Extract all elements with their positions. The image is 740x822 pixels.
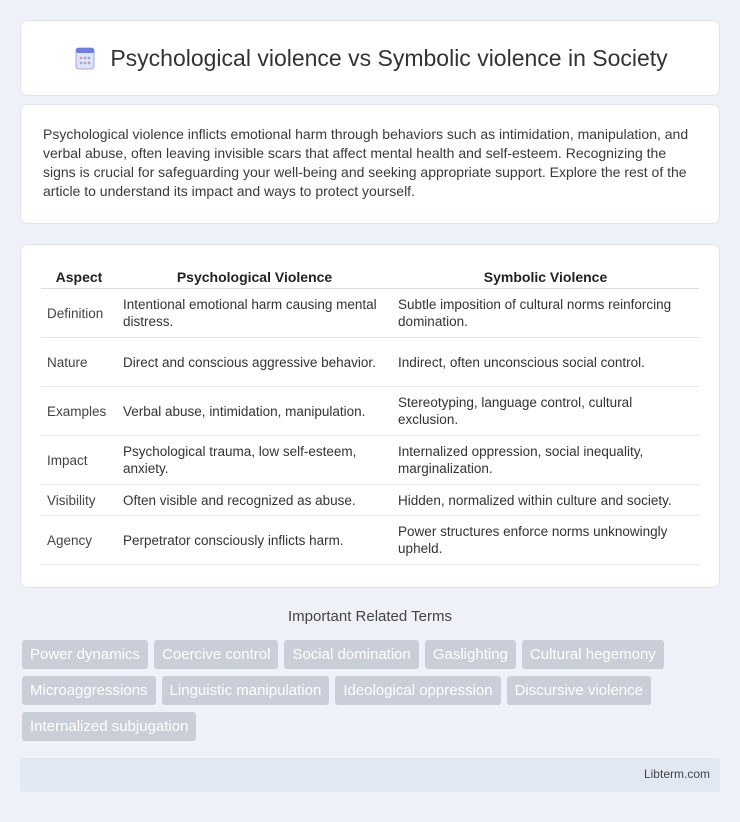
- comparison-table-card: [20, 244, 720, 588]
- intro-card: [20, 104, 720, 224]
- column-header-symbolic: Symbolic Violence: [392, 265, 699, 289]
- related-term-tag[interactable]: Cultural hegemony: [522, 640, 664, 669]
- title-card: [20, 20, 720, 96]
- table-row: [41, 516, 699, 565]
- symbolic-cell: Subtle imposition of cultural norms reinforcing domination.: [392, 289, 699, 338]
- related-term-tag[interactable]: Social domination: [284, 640, 418, 669]
- related-term-tag[interactable]: Gaslighting: [425, 640, 516, 669]
- psychological-cell: Verbal abuse, intimidation, manipulation.: [117, 387, 392, 436]
- symbolic-cell: Internalized oppression, social inequality, marginalization.: [392, 436, 699, 485]
- column-header-aspect: Aspect: [41, 265, 117, 289]
- comparison-table: [41, 265, 699, 565]
- psychological-cell: Perpetrator consciously inflicts harm.: [117, 516, 392, 565]
- table-row: [41, 289, 699, 338]
- symbolic-cell: Hidden, normalized within culture and society.: [392, 485, 699, 516]
- document-icon: [72, 45, 98, 71]
- symbolic-cell: Stereotyping, language control, cultural exclusion.: [392, 387, 699, 436]
- psychological-cell: Psychological trauma, low self-esteem, anxiety.: [117, 436, 392, 485]
- symbolic-cell: Indirect, often unconscious social control.: [392, 338, 699, 387]
- aspect-cell: Visibility: [41, 485, 117, 516]
- related-terms-title: Important Related Terms: [288, 608, 452, 625]
- related-term-tag[interactable]: Microaggressions: [22, 676, 156, 705]
- column-header-psychological: Psychological Violence: [117, 265, 392, 289]
- related-term-tag[interactable]: Linguistic manipulation: [162, 676, 330, 705]
- table-row: [41, 436, 699, 485]
- table-row: [41, 485, 699, 516]
- table-row: [41, 338, 699, 387]
- aspect-cell: Agency: [41, 516, 117, 565]
- footer-site-link[interactable]: Libterm.com: [643, 767, 710, 781]
- related-term-tag[interactable]: Power dynamics: [22, 640, 148, 669]
- psychological-cell: Often visible and recognized as abuse.: [117, 485, 392, 516]
- related-term-tag[interactable]: Internalized subjugation: [22, 712, 196, 741]
- related-term-tag[interactable]: Ideological oppression: [335, 676, 500, 705]
- related-term-tag[interactable]: Discursive violence: [507, 676, 651, 705]
- intro-paragraph: Psychological violence inflicts emotional harm through behaviors such as intimidation, manipulation, and verbal abuse, often leaving invisible scars that affect mental health and self-esteem. Recognizing the signs is crucial for safeguarding your well-being and seeking appropriate support. Explore the rest of the article to understand its impact and ways to protect yourself.: [43, 126, 689, 199]
- symbolic-cell: Power structures enforce norms unknowingly upheld.: [392, 516, 699, 565]
- aspect-cell: Nature: [41, 338, 117, 387]
- related-term-tag[interactable]: Coercive control: [154, 640, 278, 669]
- related-terms-list: [22, 640, 722, 741]
- table-header-row: [41, 265, 699, 289]
- footer: [20, 758, 720, 792]
- aspect-cell: Definition: [41, 289, 117, 338]
- aspect-cell: Examples: [41, 387, 117, 436]
- page-title: Psychological violence vs Symbolic violence in Society: [110, 44, 668, 71]
- aspect-cell: Impact: [41, 436, 117, 485]
- psychological-cell: Intentional emotional harm causing mental distress.: [117, 289, 392, 338]
- psychological-cell: Direct and conscious aggressive behavior.: [117, 338, 392, 387]
- table-row: [41, 387, 699, 436]
